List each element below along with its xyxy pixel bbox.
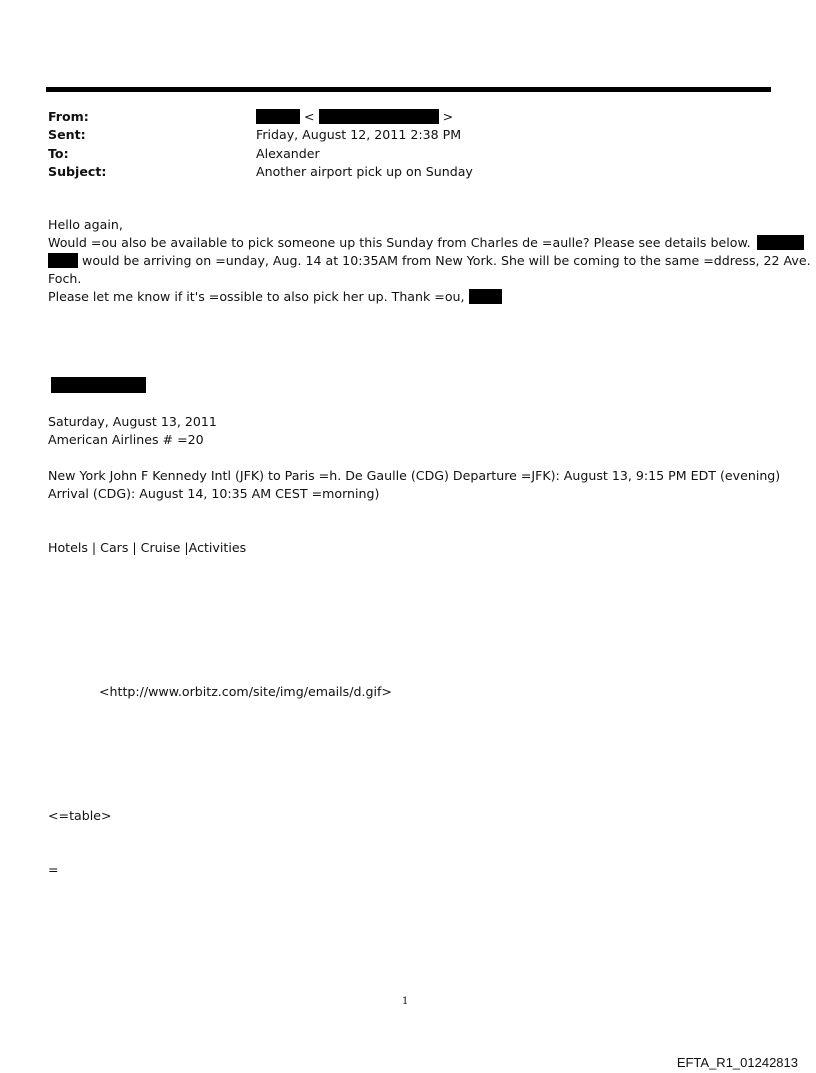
travel-links: Hotels | Cars | Cruise |Activities [48, 540, 247, 555]
image-url: <http://www.orbitz.com/site/img/emails/d.gif> [99, 684, 392, 699]
redaction-block [319, 109, 439, 124]
body-text: Would =ou also be available to pick someone up this Sunday from Charles de =aulle? Please see details below. [48, 235, 751, 250]
body-line [48, 288, 502, 306]
body-text: would be arriving on =unday, Aug. 14 at 10:35AM from New York. She will be coming to the same =ddress, 22 Ave. [82, 253, 811, 268]
redaction-block [757, 235, 804, 250]
equals-sign: = [48, 862, 59, 877]
page-number: 1 [402, 996, 409, 1007]
body-line [48, 252, 811, 270]
document-id: EFTA_R1_01242813 [676, 1055, 798, 1070]
from-label: From: [48, 109, 89, 124]
body-text: Please let me know if it's =ossible to also pick her up. Thank =ou, [48, 289, 465, 304]
greeting: Hello again, [48, 217, 123, 232]
sent-label: Sent: [48, 127, 86, 142]
flight-date: Saturday, August 13, 2011 [48, 414, 217, 429]
to-label: To: [48, 146, 69, 161]
subject-label: Subject: [48, 164, 107, 179]
flight-number: American Airlines # =20 [48, 432, 204, 447]
redaction-block [256, 109, 300, 124]
route-arrival: Arrival (CDG): August 14, 10:35 AM CEST =morning) [48, 486, 380, 501]
table-tag: <=table> [48, 808, 112, 823]
to-value: Alexander [256, 146, 320, 161]
subject-value: Another airport pick up on Sunday [256, 164, 473, 179]
sent-value: Friday, August 12, 2011 2:38 PM [256, 127, 462, 142]
body-line: Foch. [48, 271, 82, 286]
redaction-block [48, 253, 78, 268]
header-rule [46, 87, 771, 92]
from-close-bracket: > [442, 109, 454, 124]
from-value [256, 107, 453, 126]
redaction-block [469, 289, 502, 304]
body-line [48, 234, 804, 252]
redaction-block [51, 377, 146, 393]
from-open-bracket: < [304, 109, 315, 124]
route-departure: New York John F Kennedy Intl (JFK) to Paris =h. De Gaulle (CDG) Departure =JFK): August 13, 9:15 PM EDT (evening) [48, 468, 781, 483]
